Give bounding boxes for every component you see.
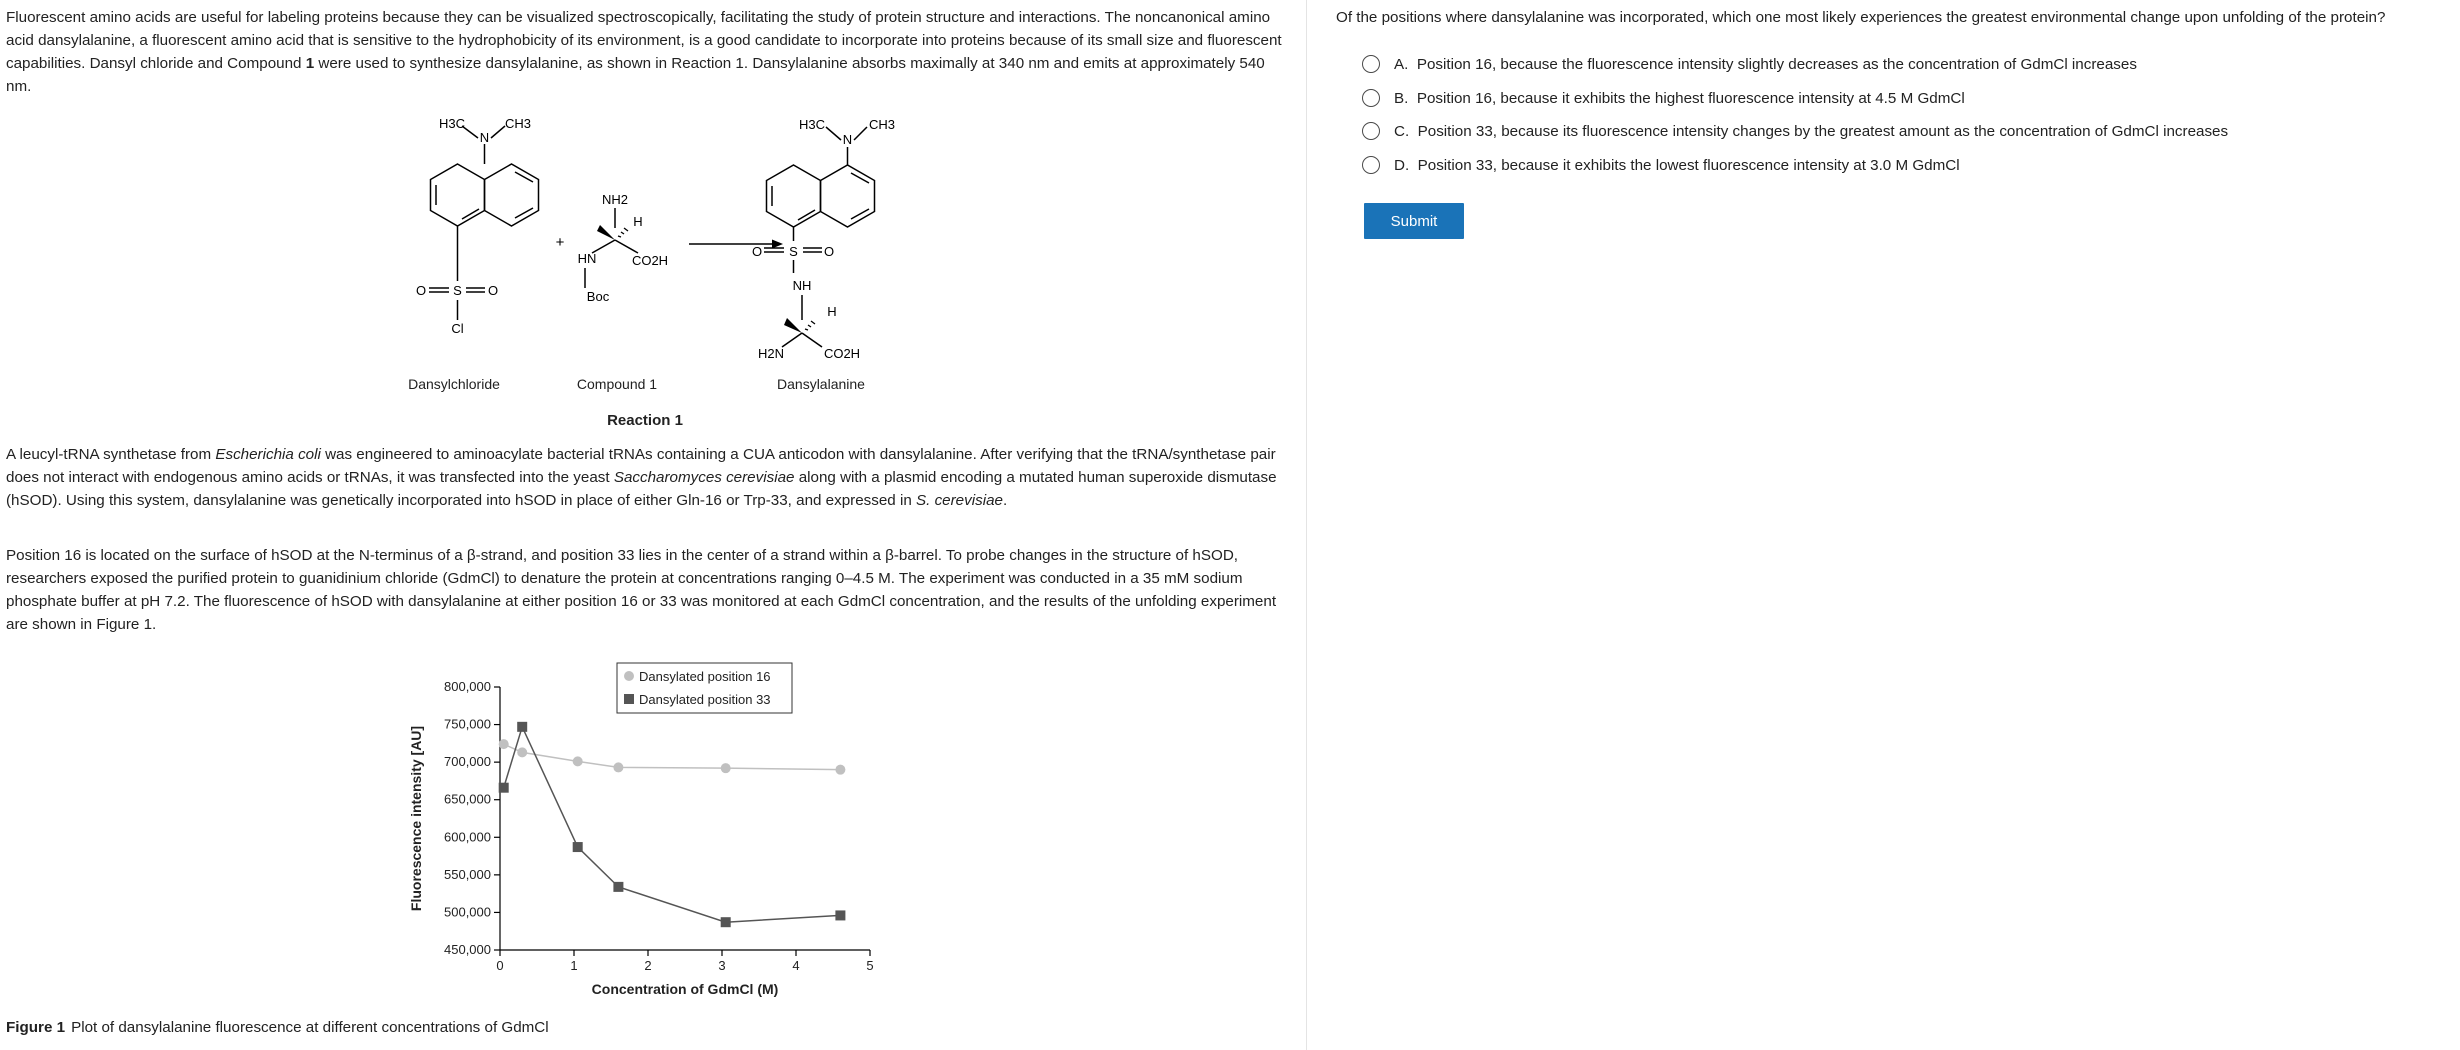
arrowhead bbox=[772, 240, 783, 249]
passage-text: were used to synthesize dansylalanine, as shown in Reaction 1. Dansylalanine absorbs maximally at 340 nm and emits at approximately 540 nm. bbox=[6, 55, 1265, 95]
x-tick-label: 4 bbox=[792, 958, 800, 973]
fluorescence-chart bbox=[395, 655, 895, 1010]
y-axis-title: Fluorescence intensity [AU] bbox=[408, 725, 424, 912]
x-tick-label: 2 bbox=[644, 958, 652, 973]
passage-text: A leucyl-tRNA synthetase from bbox=[6, 446, 216, 463]
x-tick-label: 0 bbox=[496, 958, 504, 973]
data-point-position-33 bbox=[721, 917, 731, 927]
series-line-2 bbox=[504, 727, 841, 922]
data-point-position-16 bbox=[499, 739, 509, 749]
atom-label: NH bbox=[792, 278, 812, 293]
reaction-caption: Reaction 1 bbox=[607, 412, 683, 429]
reaction-scheme bbox=[0, 100, 1000, 420]
passage-paragraph-2 bbox=[6, 443, 1291, 512]
series-line-1 bbox=[504, 744, 841, 770]
data-point-position-33 bbox=[573, 842, 583, 852]
reaction-label-dansylalanine: Dansylalanine bbox=[777, 376, 865, 392]
choice-text: Position 16, because it exhibits the highest fluorescence intensity at 4.5 M GdmCl bbox=[1416, 89, 1965, 107]
y-tick-label: 500,000 bbox=[444, 904, 491, 920]
atom-label: H3C bbox=[438, 116, 466, 131]
atom-label: O bbox=[751, 244, 763, 259]
atom-label: N bbox=[479, 130, 490, 145]
data-point-position-16 bbox=[613, 762, 623, 772]
legend-marker-circle bbox=[624, 671, 634, 681]
passage-text: along with a plasmid encoding a mutated human superoxide dismutase (hSOD). Using this system, dansylalanine was genetically incorporated into hSOD in place of either Gln-16 or Trp-33, and expressed in bbox=[6, 469, 1277, 509]
x-tick-label: 3 bbox=[718, 958, 726, 973]
legend-marker-square bbox=[624, 694, 634, 704]
figure-caption bbox=[6, 1019, 549, 1036]
atom-label: CH3 bbox=[504, 116, 532, 131]
atom-label: CO2H bbox=[631, 253, 669, 268]
question-text: Of the positions where dansylalanine was incorporated, which one most likely experiences the greatest environmental change upon unfolding of the protein? bbox=[1336, 9, 2386, 26]
atom-label: S bbox=[789, 244, 798, 259]
data-point-position-16 bbox=[721, 763, 731, 773]
submit-button[interactable]: Submit bbox=[1364, 203, 1464, 239]
figure-label: Figure 1 bbox=[6, 1019, 66, 1036]
y-tick-label: 650,000 bbox=[444, 791, 491, 807]
radio-button[interactable] bbox=[1362, 55, 1380, 73]
choice-text: Position 16, because the fluorescence intensity slightly decreases as the concentration of GdmCl increases bbox=[1416, 55, 2137, 73]
atom-label: CH3 bbox=[868, 117, 896, 132]
passage-paragraph-1 bbox=[6, 6, 1291, 98]
hash-bond bbox=[805, 321, 815, 330]
radio-button[interactable] bbox=[1362, 89, 1380, 107]
x-tick-label: 1 bbox=[570, 958, 578, 973]
data-point-position-16 bbox=[573, 756, 583, 766]
atom-label: Cl bbox=[451, 321, 464, 336]
atom-label: CO2H bbox=[823, 346, 861, 361]
y-tick-label: 700,000 bbox=[444, 754, 491, 770]
radio-button[interactable] bbox=[1362, 122, 1380, 140]
atom-label: H3C bbox=[798, 117, 826, 132]
data-point-position-33 bbox=[499, 783, 509, 793]
y-tick-label: 600,000 bbox=[444, 829, 491, 845]
data-point-position-33 bbox=[613, 882, 623, 892]
answer-choice-a[interactable] bbox=[1362, 51, 2137, 77]
atom-label: N bbox=[842, 132, 853, 147]
species-name: Escherichia coli bbox=[215, 446, 321, 463]
passage-text: was engineered to aminoacylate bacterial tRNAs containing a CUA anticodon with dansylalanine. After verifying that the tRNA/synthetase pair does not interact with endogenous amino acids or tRNAs, it was transfected into the yeast bbox=[6, 446, 1276, 486]
y-tick-label: 550,000 bbox=[444, 866, 491, 882]
answer-choice-b[interactable] bbox=[1362, 85, 1965, 111]
species-name: S. cerevisiae bbox=[916, 492, 1003, 509]
atom-label: O bbox=[823, 244, 835, 259]
atom-label: S bbox=[453, 283, 462, 298]
passage-text: . bbox=[1002, 492, 1008, 509]
passage-text: Fluorescent amino acids are useful for labeling proteins because they can be visualized spectroscopically, facilitating the study of protein structure and interactions. The noncanonical amino acid dansylalanine, a fluorescent amino acid that is sensitive to the hydrophobicity of its environment, is a good candidate to incorporate into proteins because of its small size and fluorescent capabilities. Dansyl chloride and Compound bbox=[6, 9, 1282, 72]
compound-1-structure bbox=[585, 208, 638, 288]
atom-label: O bbox=[487, 283, 499, 298]
dansylalanine-structure bbox=[764, 127, 875, 347]
reaction-label-compound-1: Compound 1 bbox=[576, 376, 658, 392]
data-point-position-33 bbox=[835, 910, 845, 920]
compound-number: 1 bbox=[305, 55, 315, 72]
species-name: Saccharomyces cerevisiae bbox=[613, 469, 795, 486]
radio-button[interactable] bbox=[1362, 156, 1380, 174]
x-tick-label: 5 bbox=[866, 958, 874, 973]
data-point-position-16 bbox=[835, 765, 845, 775]
y-tick-label: 750,000 bbox=[444, 716, 491, 732]
legend-label: Dansylated position 16 bbox=[639, 669, 771, 684]
choice-text: Position 33, because it exhibits the lowest fluorescence intensity at 3.0 M GdmCl bbox=[1417, 156, 1960, 174]
plus-sign: + bbox=[555, 234, 565, 251]
answer-choice-c[interactable] bbox=[1362, 118, 2228, 144]
data-point-position-33 bbox=[517, 722, 527, 732]
x-axis-title: Concentration of GdmCl (M) bbox=[591, 981, 779, 997]
dansylchloride-structure bbox=[429, 126, 539, 320]
atom-label: H bbox=[827, 304, 837, 319]
figure-caption-text: Plot of dansylalanine fluorescence at different concentrations of GdmCl bbox=[71, 1019, 549, 1036]
atom-label: HN bbox=[577, 251, 597, 266]
choice-text: Position 33, because its fluorescence intensity changes by the greatest amount as the concentration of GdmCl increases bbox=[1417, 122, 2229, 140]
passage-paragraph-3: Position 16 is located on the surface of hSOD at the N-terminus of a β-strand, and position 33 lies in the center of a strand within a β-barrel. To probe changes in the structure of hSOD, researchers exposed the purified protein to guanidinium chloride (GdmCl) to denature the protein at concentrations ranging 0–4.5 M. The experiment was conducted in a 35 mM sodium phosphate buffer at pH 7.2. The fluorescence of hSOD with dansylalanine at either position 16 or 33 was monitored at each GdmCl concentration, and the results of the unfolding experiment are shown in Figure 1. bbox=[6, 547, 1277, 633]
wedge-bond bbox=[597, 225, 615, 240]
hash-bond bbox=[618, 228, 628, 237]
data-point-position-16 bbox=[517, 747, 527, 757]
atom-label: O bbox=[415, 283, 427, 298]
choice-letter: B. bbox=[1394, 89, 1409, 107]
atom-label: H2N bbox=[757, 346, 785, 361]
atom-label: H bbox=[633, 214, 643, 229]
wedge-bond bbox=[784, 318, 802, 333]
choice-letter: C. bbox=[1394, 122, 1410, 140]
reaction-label-dansylchloride: Dansylchloride bbox=[408, 376, 500, 392]
legend-label: Dansylated position 33 bbox=[639, 692, 771, 707]
y-tick-label: 450,000 bbox=[444, 942, 491, 957]
atom-label: Boc bbox=[586, 289, 610, 304]
answer-choice-d[interactable] bbox=[1362, 152, 1960, 178]
choice-letter: A. bbox=[1394, 55, 1409, 73]
atom-label: NH2 bbox=[601, 192, 629, 207]
panel-divider bbox=[1306, 0, 1307, 1050]
choice-letter: D. bbox=[1394, 156, 1410, 174]
question-panel bbox=[1336, 0, 2451, 1050]
y-tick-label: 800,000 bbox=[444, 679, 491, 694]
